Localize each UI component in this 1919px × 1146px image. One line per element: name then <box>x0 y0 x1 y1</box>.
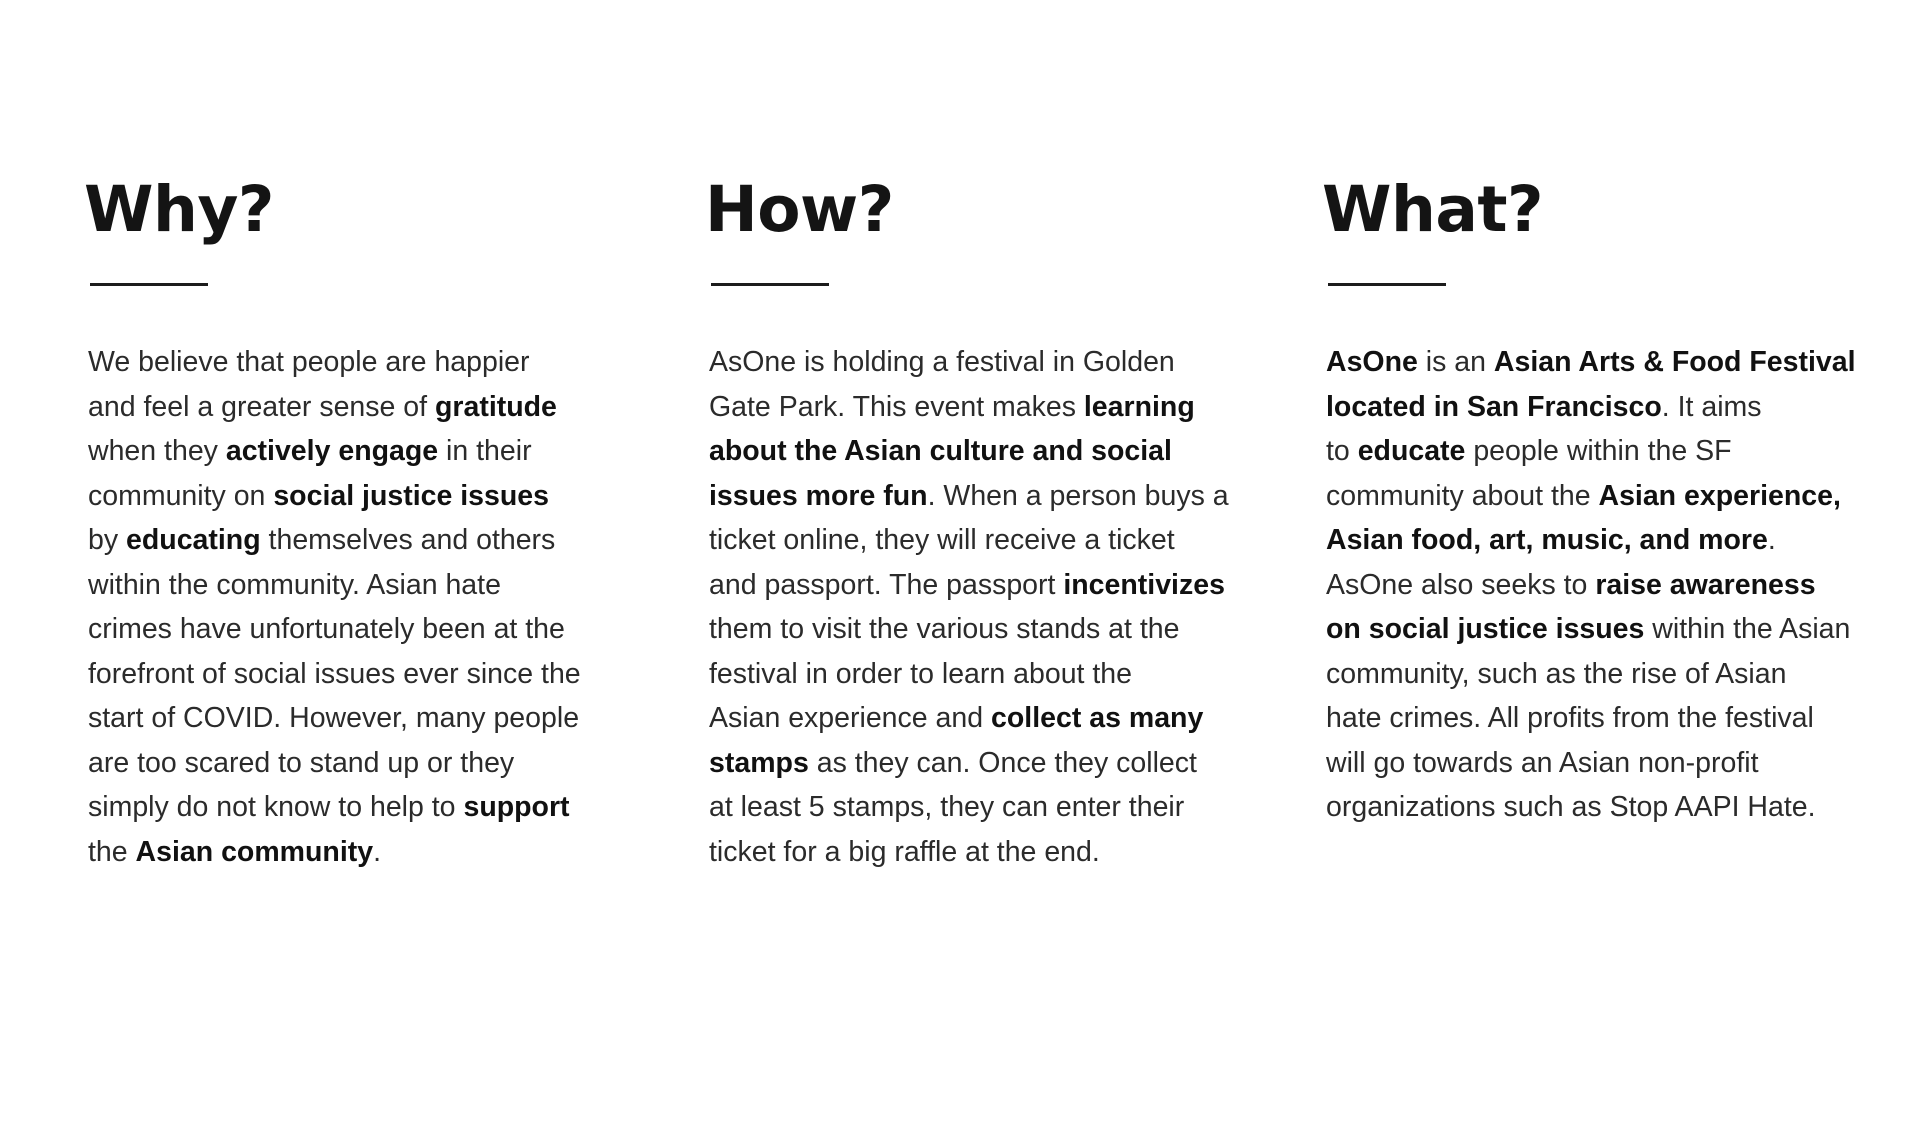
text-line <box>88 830 581 875</box>
how-column <box>705 170 1245 868</box>
text-line <box>88 340 581 385</box>
why-paragraph <box>88 340 581 874</box>
text-line <box>709 785 1229 830</box>
text-run: are too scared to stand up or they <box>88 746 515 779</box>
text-run: as they can. Once they collect <box>808 746 1197 779</box>
text-line <box>1326 340 1856 385</box>
what-heading: What? <box>1322 173 1544 246</box>
text-run: . It aims <box>1661 390 1762 423</box>
text-line <box>1326 518 1856 563</box>
text-run: in their <box>438 435 532 467</box>
what-divider <box>1328 283 1446 286</box>
text-run: within the Asian <box>1644 613 1851 645</box>
how-divider <box>711 283 829 286</box>
text-line <box>88 563 581 608</box>
text-line <box>1326 741 1856 786</box>
what-column <box>1322 170 1862 823</box>
emphasis-text: support <box>463 791 570 823</box>
emphasis-text: AsOne <box>1326 346 1418 378</box>
text-run: themselves and others <box>260 524 556 556</box>
emphasis-text: issues more fun <box>709 479 928 512</box>
text-run: . When a person buys a <box>927 479 1229 512</box>
text-line <box>709 474 1229 519</box>
text-run: . <box>373 835 382 868</box>
emphasis-text: learning <box>1083 390 1195 423</box>
text-run: . <box>1767 524 1776 556</box>
text-run: and passport. The passport <box>709 568 1064 601</box>
text-run: when they <box>88 435 226 467</box>
text-run: will go towards an Asian non-profit <box>1326 746 1759 779</box>
text-line <box>709 340 1229 385</box>
what-paragraph <box>1326 340 1856 830</box>
text-run: ticket online, they will receive a ticket <box>709 524 1175 556</box>
text-line <box>88 741 581 786</box>
emphasis-text: located in San Francisco <box>1326 390 1662 423</box>
text-run: AsOne is holding a festival in Golden <box>709 346 1175 378</box>
why-divider <box>90 283 208 286</box>
text-line <box>709 518 1229 563</box>
emphasis-text: educating <box>126 524 261 556</box>
text-run: Asian experience and <box>709 702 992 734</box>
text-line <box>1326 429 1856 474</box>
text-line <box>88 607 581 652</box>
text-line <box>88 385 581 430</box>
text-line <box>88 696 581 741</box>
text-line <box>1326 385 1856 430</box>
text-run: and feel a greater sense of <box>88 390 435 423</box>
text-line <box>1326 652 1856 697</box>
emphasis-text: Asian Arts & Food Festival <box>1493 346 1856 378</box>
text-run: community about the <box>1326 479 1599 512</box>
text-run: within the community. Asian hate <box>88 568 501 601</box>
why-heading: Why? <box>84 173 274 246</box>
text-line <box>709 563 1229 608</box>
text-run: We believe that people are happier <box>88 346 530 378</box>
text-run: organizations such as Stop AAPI Hate. <box>1326 791 1816 823</box>
text-line <box>709 429 1229 474</box>
emphasis-text: gratitude <box>434 390 557 423</box>
text-line <box>709 830 1229 875</box>
text-line <box>709 607 1229 652</box>
text-run: to <box>1326 435 1358 467</box>
text-line <box>88 785 581 830</box>
text-line <box>709 385 1229 430</box>
emphasis-text: stamps <box>709 746 809 779</box>
text-run: the <box>88 835 136 868</box>
text-run: ticket for a big raffle at the end. <box>709 835 1100 868</box>
text-line <box>709 696 1229 741</box>
emphasis-text: about the Asian culture and social <box>709 435 1172 467</box>
how-paragraph <box>709 340 1229 874</box>
emphasis-text: Asian food, art, music, and more <box>1326 524 1768 556</box>
text-run: simply do not know to help to <box>88 791 464 823</box>
text-line <box>709 741 1229 786</box>
why-column <box>84 170 624 868</box>
emphasis-text: incentivizes <box>1063 568 1225 601</box>
text-run: by <box>88 524 127 556</box>
text-run: community on <box>88 479 274 512</box>
emphasis-text: Asian community <box>135 835 374 868</box>
emphasis-text: educate <box>1357 435 1466 467</box>
emphasis-text: on social justice issues <box>1326 613 1645 645</box>
text-run: at least 5 stamps, they can enter their <box>709 791 1185 823</box>
text-run: Gate Park. This event makes <box>709 390 1084 423</box>
text-run: festival in order to learn about the <box>709 657 1133 690</box>
text-line <box>88 652 581 697</box>
emphasis-text: raise awareness <box>1595 568 1816 601</box>
text-line <box>88 429 581 474</box>
how-heading: How? <box>705 173 894 246</box>
text-run: people within the SF <box>1465 435 1732 467</box>
text-line <box>1326 563 1856 608</box>
emphasis-text: actively engage <box>225 435 439 467</box>
emphasis-text: Asian experience, <box>1598 479 1841 512</box>
text-run: crimes have unfortunately been at the <box>88 613 565 645</box>
text-line <box>88 518 581 563</box>
text-run: start of COVID. However, many people <box>88 702 580 734</box>
text-line <box>88 474 581 519</box>
text-line <box>709 652 1229 697</box>
text-line <box>1326 607 1856 652</box>
emphasis-text: social justice issues <box>273 479 549 512</box>
text-line <box>1326 785 1856 830</box>
text-run: hate crimes. All profits from the festival <box>1326 702 1814 734</box>
text-run: AsOne also seeks to <box>1326 568 1596 601</box>
text-run: them to visit the various stands at the <box>709 613 1180 645</box>
text-run: forefront of social issues ever since the <box>88 657 581 690</box>
text-run: community, such as the rise of Asian <box>1326 657 1787 690</box>
text-run: is an <box>1417 346 1494 378</box>
emphasis-text: collect as many <box>991 702 1204 734</box>
text-line <box>1326 474 1856 519</box>
text-line <box>1326 696 1856 741</box>
